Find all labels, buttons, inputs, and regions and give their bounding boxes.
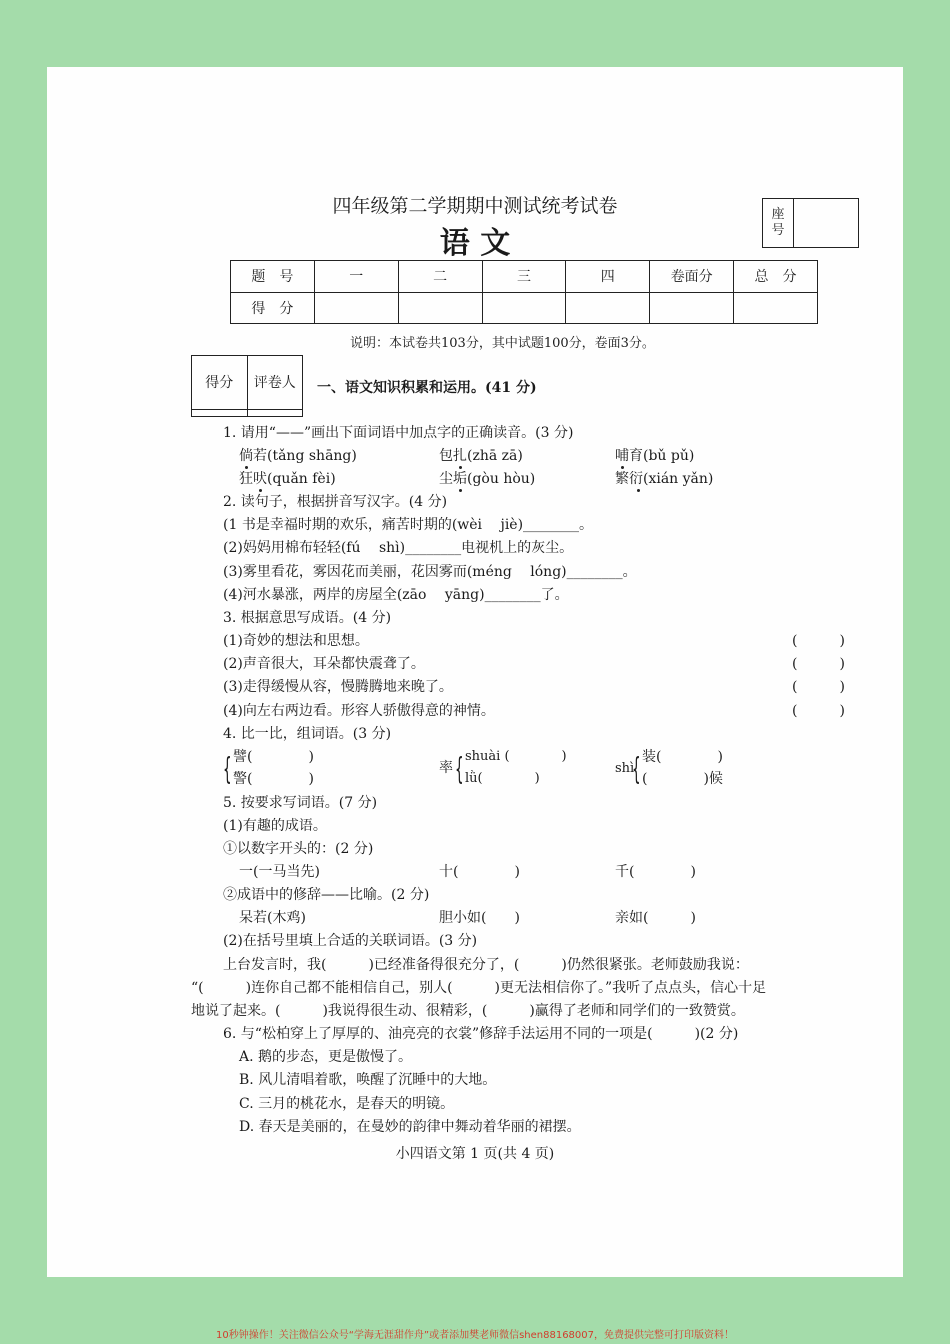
score-blank-cell[interactable] — [398, 292, 482, 324]
score-blank-cell[interactable] — [734, 292, 818, 324]
q1-item: 狂吠(quǎn fèi) — [239, 471, 336, 487]
q1-item: 倘若(tǎng shāng) — [239, 448, 357, 464]
emphasis-dot — [259, 489, 262, 492]
q4-group2-item: shuài ( ) — [465, 749, 567, 764]
q1-item: 哺育(bǔ pǔ) — [615, 448, 695, 464]
q5-paragraph-line: 地说了起来。( )我说得很生动、很精彩，( )赢得了老师和同学们的一致赞赏。 — [191, 1003, 745, 1019]
score-blank-cell[interactable] — [566, 292, 650, 324]
q5-paragraph-line: “( )连你自己都不能相信自己，别人( )更无法相信你了。”我听了点点头，信心十足 — [191, 980, 767, 996]
q4-group3-char: shì — [615, 761, 635, 776]
q5-paragraph-line: 上台发言时，我( )已经准备得很充分了，( )仍然很紧张。老师鼓励我说： — [223, 957, 749, 973]
grader-blank-cell[interactable] — [192, 409, 248, 416]
emphasis-dot — [621, 466, 624, 469]
q4-group1-item: 譬( ) — [233, 749, 314, 765]
grader-score-label: 得分 — [192, 356, 248, 410]
promo-banner: 10秒钟操作！关注微信公众号“学海无涯甜作舟”或者添加樊老师微信shen88168007，免费提供完整可打印版资料！ — [215, 1330, 735, 1341]
score-row-label: 得 分 — [231, 292, 315, 324]
grader-label: 评卷人 — [247, 356, 303, 410]
answer-paren[interactable]: ( ) — [792, 633, 845, 649]
q6-option-b: B. 风儿清唱着歌，唤醒了沉睡中的大地。 — [239, 1072, 497, 1088]
question-5-stem: 5. 按要求写词语。(7 分) — [223, 795, 378, 811]
q5-item: 亲如( ) — [615, 910, 696, 926]
q5-item: 千( ) — [615, 864, 696, 880]
score-table — [230, 260, 818, 324]
brace-icon: { — [455, 752, 464, 787]
q1-item: 尘垢(gòu hòu) — [439, 471, 536, 487]
question-1-stem: 1. 请用“——”画出下面词语中加点字的正确读音。(3 分) — [223, 425, 574, 441]
score-header-cell: 三 — [482, 261, 566, 293]
question-2-stem: 2. 读句子，根据拼音写汉字。(4 分) — [223, 494, 448, 510]
emphasis-dot — [245, 466, 248, 469]
question-3-stem: 3. 根据意思写成语。(4 分) — [223, 610, 392, 626]
exam-note: 说明：本试卷共103分，其中试题100分，卷面3分。 — [350, 336, 655, 351]
q2-line: (3)雾里看花，雾因花而美丽，花因雾而(méng lóng)________。 — [223, 564, 637, 580]
q6-option-a: A. 鹅的步态，更是傲慢了。 — [239, 1049, 413, 1065]
q4-group3-item: ( )候 — [642, 771, 723, 787]
grader-table — [191, 355, 303, 417]
q5-item: 十( ) — [439, 864, 520, 880]
q5-item: 一(一马当先) — [239, 864, 320, 880]
q3-line: (3)走得缓慢从容，慢腾腾地来晚了。 — [223, 679, 453, 695]
exam-subject: 语 文 — [439, 226, 511, 261]
q4-group2-char: 率 — [439, 760, 453, 776]
q1-item: 包扎(zhā zā) — [439, 448, 523, 464]
q4-group1-item: 警( ) — [233, 771, 314, 787]
answer-paren[interactable]: ( ) — [792, 679, 845, 695]
score-header-cell: 总 分 — [734, 261, 818, 293]
q2-line: (1 书是幸福时期的欢乐，痛苦时期的(wèi jiè)________。 — [223, 517, 594, 533]
emphasis-dot — [637, 489, 640, 492]
q3-line: (4)向左右两边看。形容人骄傲得意的神情。 — [223, 703, 495, 719]
section-heading: 一、语文知识积累和运用。(41 分) — [317, 380, 537, 396]
q3-line: (2)声音很大，耳朵都快震聋了。 — [223, 656, 425, 672]
q2-line: (4)河水暴涨，两岸的房屋全(zāo yāng)________了。 — [223, 587, 569, 603]
question-4-stem: 4. 比一比，组词语。(3 分) — [223, 726, 392, 742]
q5-part1b: ②成语中的修辞——比喻。(2 分) — [223, 887, 430, 903]
score-header-cell: 卷面分 — [650, 261, 734, 293]
score-blank-cell[interactable] — [650, 292, 734, 324]
score-header-cell: 四 — [566, 261, 650, 293]
q5-part1a: ①以数字开头的：(2 分) — [223, 841, 374, 857]
q4-group3-item: 装( ) — [642, 749, 723, 765]
emphasis-dot — [459, 466, 462, 469]
emphasis-dot — [459, 489, 462, 492]
exam-paper — [47, 67, 903, 1277]
q6-option-c: C. 三月的桃花水，是春天的明镜。 — [239, 1096, 455, 1112]
question-6-stem: 6. 与“松柏穿上了厚厚的、油亮亮的衣裳”修辞手法运用不同的一项是( )(2 分) — [223, 1026, 739, 1042]
answer-paren[interactable]: ( ) — [792, 703, 845, 719]
grader-blank-cell[interactable] — [247, 409, 303, 416]
q3-line: (1)奇妙的想法和思想。 — [223, 633, 369, 649]
brace-icon: { — [223, 752, 232, 787]
score-header-cell: 二 — [398, 261, 482, 293]
answer-paren[interactable]: ( ) — [792, 656, 845, 672]
score-header-cell: 题 号 — [231, 261, 315, 293]
q1-item: 繁衍(xián yǎn) — [615, 471, 714, 487]
page-number: 小四语文第 1 页(共 4 页) — [395, 1146, 555, 1162]
exam-title: 四年级第二学期期中测试统考试卷 — [332, 195, 618, 217]
seat-number-box — [762, 198, 859, 248]
q5-part1: (1)有趣的成语。 — [223, 818, 327, 834]
score-blank-cell[interactable] — [482, 292, 566, 324]
q5-item: 胆小如( ) — [439, 910, 520, 926]
q4-group2-item: lǜ( ) — [465, 771, 540, 786]
q5-item: 呆若(木鸡) — [239, 910, 306, 926]
brace-icon: { — [632, 752, 641, 787]
seat-label: 座 号 — [763, 199, 794, 247]
q6-option-d: D. 春天是美丽的，在曼妙的韵律中舞动着华丽的裙摆。 — [239, 1119, 581, 1135]
q5-part2: (2)在括号里填上合适的关联词语。(3 分) — [223, 933, 478, 949]
score-blank-cell[interactable] — [314, 292, 398, 324]
q2-line: (2)妈妈用棉布轻轻(fú shì)________电视机上的灰尘。 — [223, 540, 574, 556]
score-header-cell: 一 — [314, 261, 398, 293]
